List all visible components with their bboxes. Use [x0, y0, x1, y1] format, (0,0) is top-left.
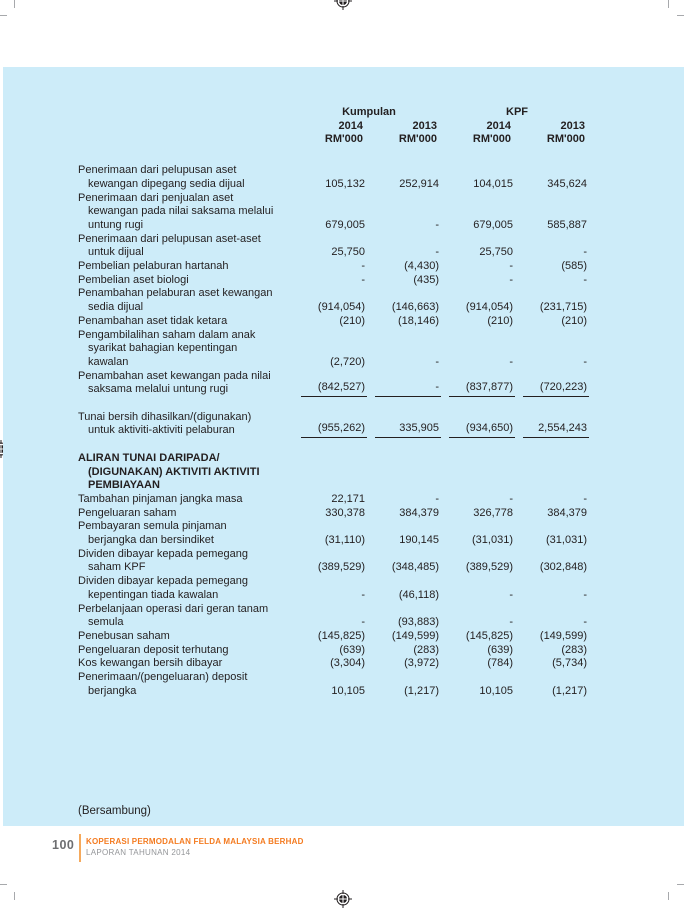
row-label-line: Pembelian pelaburan hartanah: [78, 260, 229, 273]
column-header-year: 2014: [486, 119, 511, 132]
crop-mark-top-left-horizontal: [0, 15, 7, 16]
continuation-note: (Bersambung): [78, 805, 151, 817]
cell-value: (934,650): [449, 422, 515, 438]
cell-value: 326,778: [473, 506, 513, 519]
crop-mark-bottom-right-horizontal: [677, 884, 684, 885]
cell-value: (348,485): [391, 561, 439, 574]
row-label-line: Penerimaan dari penjualan aset: [78, 191, 234, 204]
cell-value: (149,599): [539, 629, 587, 642]
cell-value: 252,914: [399, 177, 439, 190]
row-values: [301, 657, 589, 671]
cell-value: (302,848): [539, 561, 587, 574]
cell-value: -: [361, 273, 365, 286]
cell-value: (18,146): [398, 314, 439, 327]
cell-value: 679,005: [325, 218, 365, 231]
crop-mark-bottom-left-vertical: [14, 892, 15, 900]
cell-value: (720,223): [523, 381, 589, 397]
cash-flow-statement-table: [78, 106, 589, 699]
cell-value: (639): [339, 643, 365, 656]
cell-value: 330,378: [325, 506, 365, 519]
crop-mark-bottom-left-horizontal: [0, 884, 7, 885]
cell-value: (31,031): [546, 534, 587, 547]
table-header-units: [299, 133, 587, 147]
row-values: [301, 685, 589, 699]
row-values: [301, 422, 589, 438]
registration-mark-icon: [333, 0, 353, 11]
cell-value: -: [435, 492, 439, 505]
row-label-line: Pengeluaran saham: [78, 506, 177, 519]
cell-value: (435): [413, 273, 439, 286]
row-values: [301, 219, 589, 233]
row-label: [78, 274, 301, 288]
column-group-kumpulan: Kumpulan: [342, 106, 396, 118]
row-label-line: untuk dijual: [88, 246, 144, 259]
cell-value: -: [361, 588, 365, 601]
crop-mark-top-left-vertical: [14, 0, 15, 8]
cell-value: (145,825): [465, 629, 513, 642]
row-label-line: Tunai bersih dihasilkan/(digunakan): [78, 410, 252, 423]
cell-value: (639): [487, 643, 513, 656]
cell-value: (4,430): [404, 260, 439, 273]
row-label: [78, 575, 301, 602]
row-label: [78, 657, 301, 671]
table-row: [78, 452, 589, 493]
row-label-line: Kos kewangan bersih dibayar: [78, 657, 223, 670]
cell-value: (31,110): [324, 534, 365, 547]
table-row: [78, 603, 589, 630]
row-label: [78, 493, 301, 507]
row-values: [301, 356, 589, 370]
table-header-years: [299, 120, 587, 134]
row-label: [78, 520, 301, 547]
cell-value: -: [509, 492, 513, 505]
row-label: [78, 644, 301, 658]
cell-value: (389,529): [317, 561, 365, 574]
row-label-line: kawalan: [88, 355, 129, 368]
cell-value: (1,217): [552, 684, 587, 697]
row-label-line: kepentingan tiada kawalan: [88, 588, 219, 601]
row-label-line: ALIRAN TUNAI DARIPADA/: [78, 451, 220, 464]
cell-value: 25,750: [331, 246, 365, 259]
row-label: [78, 370, 301, 397]
cell-value: (31,031): [472, 534, 513, 547]
cell-value: (5,734): [552, 657, 587, 670]
row-values: [301, 616, 589, 630]
cell-value: (283): [413, 643, 439, 656]
table-row: [78, 520, 589, 547]
cell-value: 10,105: [331, 684, 365, 697]
cell-value: (914,054): [465, 301, 513, 314]
row-label-line: saham KPF: [88, 561, 146, 574]
cell-value: (1,217): [404, 684, 439, 697]
table-row: [78, 575, 589, 602]
cell-value: 345,624: [547, 177, 587, 190]
row-label: [78, 507, 301, 521]
row-values: [301, 246, 589, 260]
row-label: [78, 287, 301, 314]
row-label: [78, 603, 301, 630]
table-row: [78, 164, 589, 191]
row-label-line: untung rugi: [88, 218, 144, 231]
cell-value: 384,379: [547, 506, 587, 519]
cell-value: 335,905: [375, 422, 441, 438]
row-label: [78, 452, 589, 493]
row-label: [78, 671, 301, 698]
row-values: [301, 589, 589, 603]
cell-value: -: [435, 246, 439, 259]
row-values: [301, 301, 589, 315]
row-label-line: Tambahan pinjaman jangka masa: [78, 492, 243, 505]
column-header-unit: RM'000: [472, 133, 511, 146]
cell-value: 104,015: [473, 177, 513, 190]
cell-value: (585): [561, 260, 587, 273]
row-values: [301, 644, 589, 658]
cell-value: (146,663): [391, 301, 439, 314]
row-label: [78, 329, 301, 370]
row-values: [301, 507, 589, 521]
row-label-line: Penerimaan dari pelupusan aset-aset: [78, 232, 261, 245]
row-label: [78, 260, 301, 274]
table-row: [78, 493, 589, 507]
cell-value: (955,262): [301, 422, 367, 438]
table-row: [78, 233, 589, 260]
cell-value: (3,304): [330, 657, 365, 670]
row-label-line: syarikat bahagian kepentingan: [88, 342, 238, 355]
table-header-groups: [299, 106, 587, 120]
cell-value: -: [509, 355, 513, 368]
crop-mark-top-right-vertical: [668, 0, 669, 8]
column-header-unit: RM'000: [398, 133, 437, 146]
row-values: [301, 260, 589, 274]
crop-mark-bottom-right-vertical: [668, 892, 669, 900]
cell-value: (842,527): [301, 381, 367, 397]
row-values: [301, 561, 589, 575]
row-values: [301, 274, 589, 288]
table-row: [78, 507, 589, 521]
cell-value: (46,118): [398, 588, 439, 601]
table-row: [78, 287, 589, 314]
cell-value: -: [361, 260, 365, 273]
cell-value: 105,132: [325, 177, 365, 190]
cell-value: -: [509, 616, 513, 629]
cell-value: (389,529): [465, 561, 513, 574]
footer-report-subtitle: LAPORAN TAHUNAN 2014: [86, 848, 191, 857]
table-row: [78, 644, 589, 658]
table-body: [78, 164, 589, 698]
row-label-line: Dividen dibayar kepada pemegang: [78, 547, 249, 560]
row-values: [301, 315, 589, 329]
cell-value: (145,825): [317, 629, 365, 642]
cell-value: (149,599): [391, 629, 439, 642]
page-number: 100: [52, 838, 75, 852]
column-header-year: 2013: [412, 119, 437, 132]
cell-value: (231,715): [539, 301, 587, 314]
column-header-unit: RM'000: [324, 133, 363, 146]
row-label-line: sedia dijual: [88, 301, 144, 314]
row-label-line: Pengambilalihan saham dalam anak: [78, 328, 256, 341]
registration-mark-icon: [333, 889, 353, 909]
row-label: [78, 630, 301, 644]
row-label-line: PEMBIAYAAN: [88, 479, 160, 492]
column-header-year: 2013: [560, 119, 585, 132]
row-label: [78, 164, 301, 191]
cell-value: -: [361, 616, 365, 629]
row-label-line: berjangka dan bersindiket: [88, 534, 214, 547]
cell-value: 585,887: [547, 218, 587, 231]
cell-value: (210): [487, 314, 513, 327]
row-label-line: Perbelanjaan operasi dari geran tanam: [78, 602, 269, 615]
table-row: [78, 370, 589, 397]
row-label: [78, 233, 301, 260]
cell-value: (210): [561, 314, 587, 327]
row-label-line: kewangan pada nilai saksama melalui: [88, 205, 274, 218]
table-row: [78, 411, 589, 438]
row-label-line: berjangka: [88, 684, 137, 697]
column-header-unit: RM'000: [546, 133, 585, 146]
footer-divider: [79, 834, 81, 862]
cell-value: 190,145: [399, 534, 439, 547]
cell-value: -: [375, 381, 441, 397]
column-header-year: 2014: [338, 119, 363, 132]
cell-value: -: [583, 273, 587, 286]
row-label-line: Penambahan aset tidak ketara: [78, 314, 228, 327]
cell-value: (283): [561, 643, 587, 656]
row-label-line: Penambahan pelaburan aset kewangan: [78, 287, 273, 300]
cell-value: (837,877): [449, 381, 515, 397]
cell-value: (210): [339, 314, 365, 327]
cell-value: (2,720): [330, 355, 365, 368]
cell-value: -: [583, 355, 587, 368]
row-values: [301, 630, 589, 644]
cell-value: -: [435, 218, 439, 231]
table-row: [78, 274, 589, 288]
row-label-line: Pengeluaran deposit terhutang: [78, 643, 229, 656]
row-label-line: kewangan dipegang sedia dijual: [88, 177, 245, 190]
cell-value: -: [583, 616, 587, 629]
cell-value: 22,171: [331, 492, 365, 505]
row-label-line: Pembelian aset biologi: [78, 273, 189, 286]
cell-value: (3,972): [404, 657, 439, 670]
cell-value: -: [509, 588, 513, 601]
row-label-line: Dividen dibayar kepada pemegang: [78, 575, 249, 588]
cell-value: -: [583, 492, 587, 505]
row-label-line: untuk aktiviti-aktiviti pelaburan: [88, 424, 235, 437]
table-row: [78, 315, 589, 329]
row-label-line: saksama melalui untung rugi: [88, 383, 229, 396]
cell-value: -: [583, 246, 587, 259]
table-row: [78, 329, 589, 370]
row-values: [301, 534, 589, 548]
footer-company-title: KOPERASI PERMODALAN FELDA MALAYSIA BERHAD: [86, 837, 304, 846]
cell-value: (93,883): [398, 616, 439, 629]
row-label-line: (DIGUNAKAN) AKTIVITI AKTIVITI: [88, 465, 260, 478]
cell-value: -: [435, 355, 439, 368]
row-values: [301, 178, 589, 192]
row-values: [301, 493, 589, 507]
row-label: [78, 315, 301, 329]
table-row: [78, 548, 589, 575]
crop-mark-top-right-horizontal: [677, 15, 684, 16]
row-label-line: Penerimaan/(pengeluaran) deposit: [78, 671, 248, 684]
cell-value: -: [509, 260, 513, 273]
row-label: [78, 548, 301, 575]
cell-value: 25,750: [479, 246, 513, 259]
column-group-kpf: KPF: [506, 106, 528, 118]
row-label-line: Penambahan aset kewangan pada nilai: [78, 369, 271, 382]
cell-value: -: [583, 588, 587, 601]
table-row: [78, 192, 589, 233]
row-label-line: Penerimaan dari pelupusan aset: [78, 164, 237, 177]
row-values: [301, 381, 589, 397]
table-header: [299, 106, 587, 147]
cell-value: 384,379: [399, 506, 439, 519]
cell-value: (914,054): [317, 301, 365, 314]
cell-value: 679,005: [473, 218, 513, 231]
row-label-line: semula: [88, 616, 124, 629]
row-label: [78, 411, 301, 438]
table-row: [78, 671, 589, 698]
cell-value: -: [509, 273, 513, 286]
row-label-line: Pembayaran semula pinjaman: [78, 520, 227, 533]
table-row: [78, 657, 589, 671]
table-row: [78, 630, 589, 644]
row-label: [78, 192, 301, 233]
cell-value: 2,554,243: [523, 422, 589, 438]
row-label-line: Penebusan saham: [78, 629, 170, 642]
table-row: [78, 260, 589, 274]
cell-value: 10,105: [479, 684, 513, 697]
cell-value: (784): [487, 657, 513, 670]
